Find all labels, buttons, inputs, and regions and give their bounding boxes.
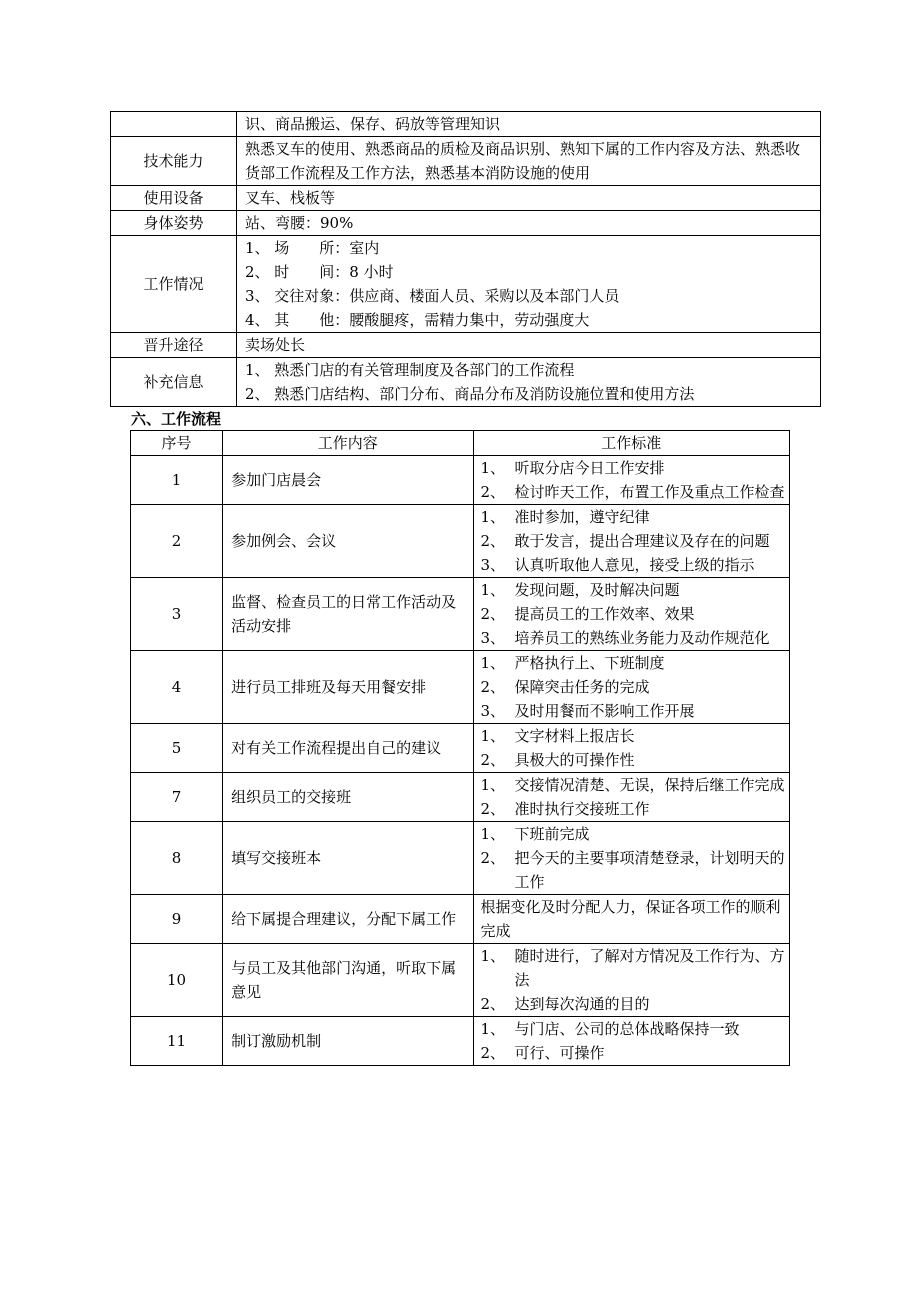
standard-item-text: 下班前完成: [514, 825, 590, 843]
header-standard: 工作标准: [473, 431, 790, 456]
step-task: 进行员工排班及每天用餐安排: [223, 651, 473, 724]
standard-item: [481, 724, 787, 748]
standard-item-text: 与门店、公司的总体战略保持一致: [514, 1020, 740, 1038]
step-task: 填写交接班本: [223, 822, 473, 895]
workflow-row: [131, 456, 790, 505]
step-standards: [473, 578, 790, 651]
step-number: 9: [131, 895, 223, 944]
info-content: [237, 211, 821, 236]
step-standards: [473, 724, 790, 773]
info-line: 熟悉叉车的使用、熟悉商品的质检及商品识别、熟知下属的工作内容及方法、熟悉收货部工作流程及工作方法，熟悉基本消防设施的使用: [245, 140, 801, 182]
standard-item-text: 随时进行，了解对方情况及工作行为、方法: [514, 947, 785, 989]
standard-item-number: 1、: [480, 947, 506, 965]
workflow-row: [131, 724, 790, 773]
standard-item-number: 2、: [480, 800, 506, 818]
step-standards: [473, 822, 790, 895]
workflow-table: [130, 430, 790, 1066]
workflow-row: [131, 1017, 790, 1066]
info-line: 识、商品搬运、保存、码放等管理知识: [245, 115, 501, 133]
standard-item: [481, 626, 787, 650]
standard-item: [481, 480, 787, 504]
standard-item-number: 2、: [480, 605, 506, 623]
standard-item-number: 1、: [480, 825, 506, 843]
step-number: 10: [131, 944, 223, 1017]
standard-item-number: 2、: [480, 995, 506, 1013]
info-row: [111, 112, 821, 137]
step-number: 2: [131, 505, 223, 578]
info-line: 2、 时 间：8 小时: [245, 263, 394, 281]
header-task: 工作内容: [223, 431, 473, 456]
step-task: 给下属提合理建议，分配下属工作: [223, 895, 473, 944]
step-standards: [473, 456, 790, 505]
workflow-row: [131, 895, 790, 944]
step-number: 5: [131, 724, 223, 773]
standard-item-text: 准时参加，遵守纪律: [514, 508, 650, 526]
standard-item-text: 检讨昨天工作，布置工作及重点工作检查: [514, 483, 785, 501]
info-content: [237, 137, 821, 186]
info-line: 3、 交往对象：供应商、楼面人员、采购以及本部门人员: [245, 287, 620, 305]
info-content: [237, 112, 821, 137]
standard-item-text: 提高员工的工作效率、效果: [514, 605, 695, 623]
info-line: 叉车、栈板等: [245, 189, 336, 207]
standard-item: [481, 992, 787, 1016]
info-label: 使用设备: [111, 186, 237, 211]
header-no: 序号: [131, 431, 223, 456]
standard-item-text: 文字材料上报店长: [514, 727, 635, 745]
standard-item: [481, 456, 787, 480]
standard-item: [481, 553, 787, 577]
standard-item: [481, 1017, 787, 1041]
info-row: [111, 211, 821, 236]
standard-item-text: 听取分店今日工作安排: [514, 459, 665, 477]
standard-item-text: 交接情况清楚、无误，保持后继工作完成: [514, 776, 785, 794]
standard-item: [481, 895, 787, 943]
info-label: [111, 112, 237, 137]
info-line: 4、 其 他：腰酸腿疼，需精力集中，劳动强度大: [245, 311, 590, 329]
standard-item-number: 2、: [480, 483, 506, 501]
standard-item-number: 2、: [480, 849, 506, 867]
standard-item-number: 1、: [480, 508, 506, 526]
standard-item-number: 1、: [480, 581, 506, 599]
info-row: [111, 236, 821, 333]
step-number: 11: [131, 1017, 223, 1066]
info-label: 晋升途径: [111, 333, 237, 358]
info-line: 1、 熟悉门店的有关管理制度及各部门的工作流程: [245, 361, 575, 379]
step-standards: [473, 651, 790, 724]
info-row: [111, 333, 821, 358]
step-task: 与员工及其他部门沟通，听取下属意见: [223, 944, 473, 1017]
standard-item-number: 1、: [480, 459, 506, 477]
step-number: 7: [131, 773, 223, 822]
standard-item: [481, 651, 787, 675]
standard-item: [481, 529, 787, 553]
standard-item-text: 敢于发言，提出合理建议及存在的问题: [514, 532, 770, 550]
standard-item: [481, 578, 787, 602]
step-task: 对有关工作流程提出自己的建议: [223, 724, 473, 773]
step-task: 参加门店晨会: [223, 456, 473, 505]
standard-item-number: 1、: [480, 1020, 506, 1038]
standard-item-number: 2、: [480, 1044, 506, 1062]
step-task: 制订激励机制: [223, 1017, 473, 1066]
standard-item-text: 把今天的主要事项清楚登录，计划明天的工作: [514, 849, 785, 891]
standard-item: [481, 748, 787, 772]
standard-item-text: 保障突击任务的完成: [514, 678, 650, 696]
info-content: [237, 186, 821, 211]
step-standards: [473, 944, 790, 1017]
step-task: 监督、检查员工的日常工作活动及活动安排: [223, 578, 473, 651]
info-row: [111, 186, 821, 211]
section-heading: 六、工作流程: [131, 410, 222, 428]
standard-item: [481, 944, 787, 992]
standard-item: [481, 846, 787, 894]
info-row: [111, 137, 821, 186]
step-standards: [473, 1017, 790, 1066]
info-content: [237, 236, 821, 333]
workflow-row: [131, 578, 790, 651]
standard-item-text: 根据变化及时分配人力，保证各项工作的顺利完成: [480, 898, 781, 940]
standard-item-text: 严格执行上、下班制度: [514, 654, 665, 672]
standard-item-number: 2、: [480, 532, 506, 550]
standard-item-number: 2、: [480, 678, 506, 696]
standard-item: [481, 1041, 787, 1065]
standard-item-number: 3、: [480, 702, 506, 720]
standard-item-number: 2、: [480, 751, 506, 769]
step-number: 8: [131, 822, 223, 895]
info-line: 站、弯腰：90%: [245, 214, 354, 232]
info-line: 2、 熟悉门店结构、部门分布、商品分布及消防设施位置和使用方法: [245, 385, 695, 403]
standard-item-text: 可行、可操作: [514, 1044, 605, 1062]
standard-item-number: 3、: [480, 629, 506, 647]
info-label: 身体姿势: [111, 211, 237, 236]
workflow-row: [131, 651, 790, 724]
info-content: [237, 333, 821, 358]
standard-item: [481, 822, 787, 846]
info-line: 卖场处长: [245, 336, 306, 354]
step-task: 组织员工的交接班: [223, 773, 473, 822]
standard-item: [481, 699, 787, 723]
workflow-row: [131, 944, 790, 1017]
step-number: 3: [131, 578, 223, 651]
step-standards: [473, 773, 790, 822]
info-row: [111, 358, 821, 407]
standard-item-text: 发现问题，及时解决问题: [514, 581, 680, 599]
standard-item: [481, 505, 787, 529]
info-label: 工作情况: [111, 236, 237, 333]
step-number: 4: [131, 651, 223, 724]
standard-item-number: 1、: [480, 727, 506, 745]
workflow-row: [131, 773, 790, 822]
standard-item-text: 具极大的可操作性: [514, 751, 635, 769]
standard-item-text: 达到每次沟通的目的: [514, 995, 650, 1013]
standard-item-text: 培养员工的熟练业务能力及动作规范化: [514, 629, 770, 647]
standard-item-number: 3、: [480, 556, 506, 574]
standard-item: [481, 773, 787, 797]
standard-item-text: 及时用餐而不影响工作开展: [514, 702, 695, 720]
standard-item: [481, 602, 787, 626]
workflow-header-row: [131, 431, 790, 456]
standard-item: [481, 797, 787, 821]
job-info-table: [110, 111, 821, 407]
info-label: 技术能力: [111, 137, 237, 186]
standard-item-number: 1、: [480, 776, 506, 794]
step-number: 1: [131, 456, 223, 505]
standard-item-text: 准时执行交接班工作: [514, 800, 650, 818]
info-label: 补充信息: [111, 358, 237, 407]
step-standards: [473, 505, 790, 578]
info-content: [237, 358, 821, 407]
workflow-row: [131, 822, 790, 895]
standard-item-number: 1、: [480, 654, 506, 672]
step-standards: [473, 895, 790, 944]
step-task: 参加例会、会议: [223, 505, 473, 578]
info-line: 1、 场 所：室内: [245, 239, 380, 257]
standard-item-text: 认真听取他人意见，接受上级的指示: [514, 556, 755, 574]
standard-item: [481, 675, 787, 699]
workflow-row: [131, 505, 790, 578]
